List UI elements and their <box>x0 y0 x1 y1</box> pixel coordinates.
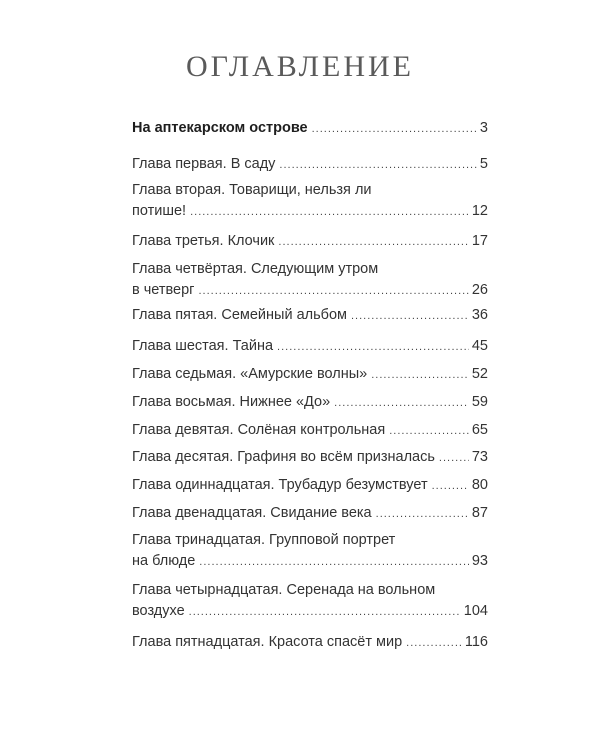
toc-entry <box>132 392 488 413</box>
toc-entry <box>132 530 488 572</box>
toc-entry <box>132 259 488 301</box>
toc-leader-dots <box>312 119 477 140</box>
toc-entry-title: Глава пятнадцатая. Красота спасёт мир <box>132 634 403 650</box>
toc-entry-title: потише! <box>132 203 187 219</box>
toc-entry-title: воздухе <box>132 603 185 619</box>
toc-leader-dots <box>376 504 469 525</box>
toc-entry-title: Глава одиннадцатая. Трубадур безумствует <box>132 477 428 493</box>
toc-entry-title: Глава двенадцатая. Свидание века <box>132 505 372 521</box>
toc-entry <box>132 305 488 326</box>
toc-page-number: 93 <box>471 553 488 569</box>
toc-leader-dots <box>279 155 477 176</box>
toc-page-number: 36 <box>471 307 488 323</box>
toc-page-number: 59 <box>471 394 488 410</box>
toc-leader-dots <box>277 337 469 358</box>
toc-entry <box>132 231 488 252</box>
toc-leader-dots <box>406 633 462 654</box>
toc-entry-title-line: Глава вторая. Товарищи, нельзя ли <box>132 182 372 198</box>
toc-entry-title-line: Глава тринадцатая. Групповой портрет <box>132 532 396 548</box>
toc-entry <box>132 475 488 496</box>
toc-page-number: 104 <box>463 603 488 619</box>
toc-page-number: 26 <box>471 282 488 298</box>
toc-page-number: 17 <box>471 233 488 249</box>
toc-entry-title: Глава девятая. Солёная контрольная <box>132 422 386 438</box>
toc-page-number: 5 <box>479 156 488 172</box>
toc-leader-dots <box>190 202 469 223</box>
toc-page-number: 3 <box>479 120 488 136</box>
toc-page-number: 45 <box>471 338 488 354</box>
toc-page-number: 80 <box>471 477 488 493</box>
toc-page-number: 73 <box>471 449 488 465</box>
toc-leader-dots <box>351 306 469 327</box>
toc-entry <box>132 154 488 175</box>
toc-leader-dots <box>371 365 469 386</box>
toc-entry-title: Глава седьмая. «Амурские волны» <box>132 366 368 382</box>
toc-leader-dots <box>199 552 469 573</box>
toc-page-number: 12 <box>471 203 488 219</box>
toc-entry-title: Глава первая. В саду <box>132 156 276 172</box>
toc-leader-dots <box>389 421 469 442</box>
toc-entry <box>132 180 488 222</box>
toc-entry-title: в четверг <box>132 282 195 298</box>
toc-leader-dots <box>189 602 461 623</box>
toc-entry-title: Глава восьмая. Нижнее «До» <box>132 394 331 410</box>
toc-entry-title-line: Глава четырнадцатая. Серенада на вольном <box>132 582 436 598</box>
toc-leader-dots <box>439 448 469 469</box>
toc-entry <box>132 118 488 139</box>
toc-entry <box>132 364 488 385</box>
toc-entry <box>132 580 488 622</box>
toc-entry-title-line: Глава четвёртая. Следующим утром <box>132 261 379 277</box>
toc-page-number: 116 <box>464 634 488 650</box>
toc-entry <box>132 336 488 357</box>
toc-leader-dots <box>334 393 469 414</box>
toc-page-number: 87 <box>471 505 488 521</box>
toc-entry <box>132 447 488 468</box>
toc-leader-dots <box>278 232 468 253</box>
toc-entry-title: на блюде <box>132 553 196 569</box>
toc-entry-title: Глава шестая. Тайна <box>132 338 274 354</box>
toc-page-number: 52 <box>471 366 488 382</box>
toc-entry-title: Глава пятая. Семейный альбом <box>132 307 347 323</box>
toc-entry-title: На аптекарском острове <box>132 120 308 136</box>
toc-page-number: 65 <box>471 422 488 438</box>
toc-entry-title: Глава десятая. Графиня во всём призналась <box>132 449 435 465</box>
toc-leader-dots <box>432 476 469 497</box>
toc-entry <box>132 503 488 524</box>
page-title: ОГЛАВЛЕНИЕ <box>186 50 414 83</box>
toc-entry-title: Глава третья. Клочик <box>132 233 275 249</box>
toc-entry <box>132 632 488 653</box>
toc-entry <box>132 420 488 441</box>
toc-leader-dots <box>198 281 468 302</box>
